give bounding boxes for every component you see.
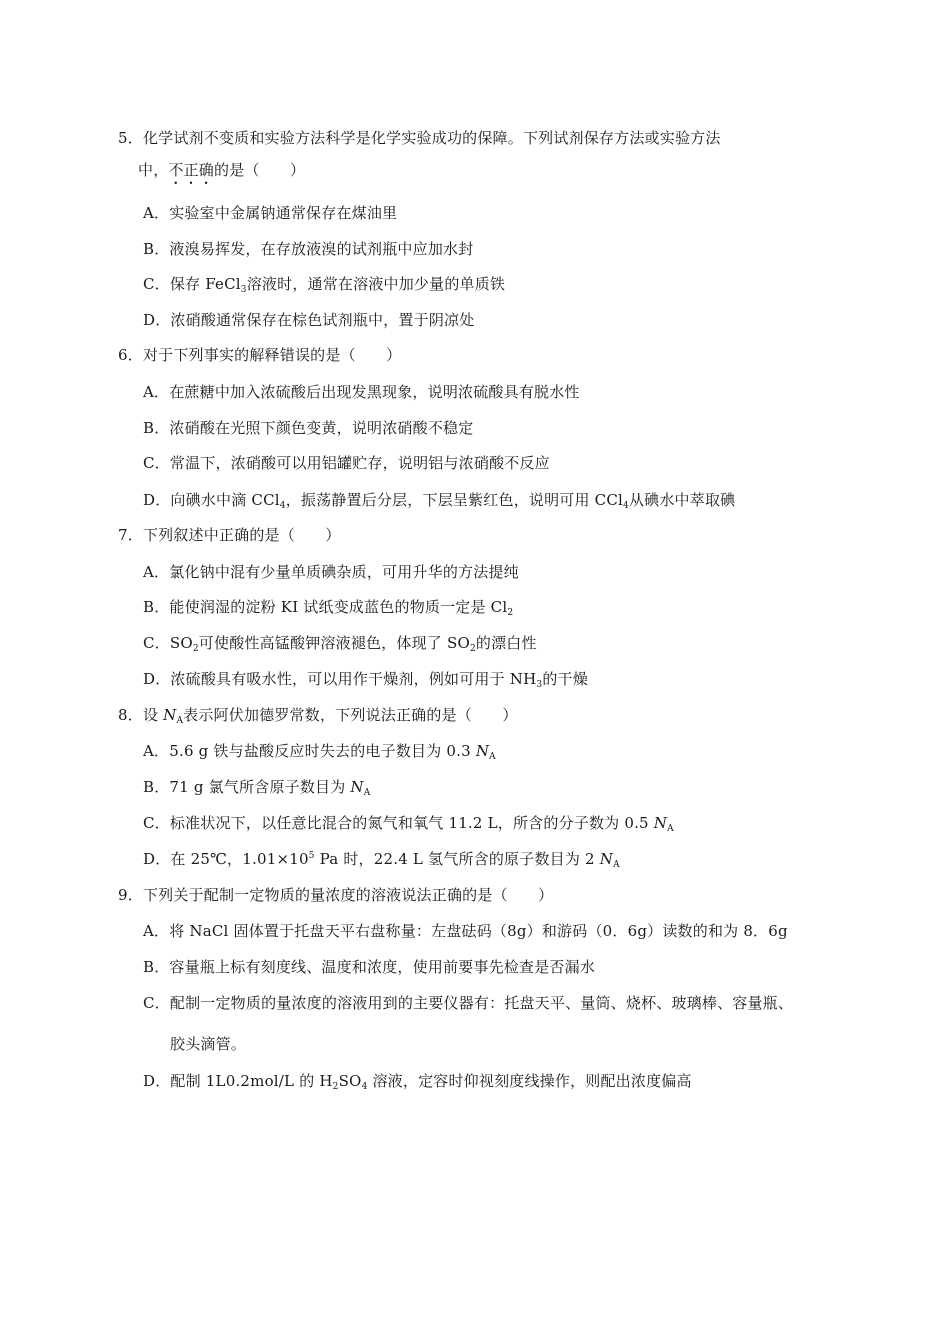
question-6-stem (118, 345, 401, 365)
option-5c: C．保存 FeCl$_3$溶液时，通常在溶液中加少量的单质铁 (143, 275, 506, 295)
question-9-stem (118, 885, 553, 905)
option-6a: A．在蔗糖中加入浓硫酸后出现发黑现象，说明浓硫酸具有脱水性 (143, 383, 580, 401)
option-9a: A．将 NaCl 固体置于托盘天平右盘称量：左盘砝码（8g）和游码（0．6g）读数的和为 8．6g (143, 922, 788, 940)
option-5d: D．浓硝酸通常保存在棕色试剂瓶中，置于阴凉处 (143, 311, 475, 329)
emphasis-text: 不正确 (168, 161, 215, 179)
option-9d: D．配制 1L0.2mol/L 的 $H_2SO_4$ 溶液，定容时仰视刻度线操作，则配出浓度偏高 (143, 1072, 692, 1092)
question-text: 下列关于配制一定物质的量浓度的溶液说法正确的是（ ） (142, 886, 554, 904)
option-8c: C．标准状况下，以任意比混合的氮气和氧气 11.2 L，所含的分子数为 0.5 $N_A$ (143, 814, 674, 834)
option-5b: B．液溴易挥发，在存放液溴的试剂瓶中应加水封 (143, 240, 474, 258)
option-6c: C．常温下，浓硝酸可以用铝罐贮存，说明铝与浓硝酸不反应 (143, 454, 550, 472)
question-5-stem (118, 128, 721, 148)
question-7-stem (118, 525, 341, 545)
option-6b: B．浓硝酸在光照下颜色变黄，说明浓硝酸不稳定 (143, 419, 474, 437)
question-text: 下列叙述中正确的是（ ） (142, 526, 341, 544)
option-7c: C．$SO_2$可使酸性高锰酸钾溶液褪色，体现了 $SO_2$的漂白性 (143, 634, 537, 654)
option-8b: B．71 g 氯气所含原子数目为 $N_A$ (143, 778, 371, 798)
question-number: 9． (118, 886, 143, 904)
option-9c-cont: 胶头滴管。 (170, 1035, 247, 1053)
question-text: 对于下列事实的解释错误的是（ ） (142, 346, 402, 364)
question-number: 6． (118, 346, 143, 364)
question-8-stem: 8．设 $N_A$表示阿伏加德罗常数，下列说法正确的是（ ） (118, 706, 518, 726)
question-number: 7． (118, 526, 143, 544)
option-8a: A．5.6 g 铁与盐酸反应时失去的电子数目为 0.3 $N_A$ (143, 742, 496, 762)
question-text: 化学试剂不变质和实验方法科学是化学实验成功的保障。下列试剂保存方法或实验方法 (142, 129, 721, 147)
option-7a: A．氯化钠中混有少量单质碘杂质，可用升华的方法提纯 (143, 563, 519, 581)
question-5-stem-cont: 中，不正确的是（ ） (138, 161, 306, 179)
option-7b: B．能使润湿的淀粉 KI 试纸变成蓝色的物质一定是 $Cl_2$ (143, 598, 514, 618)
option-7d: D．浓硫酸具有吸水性，可以用作干燥剂，例如可用于 $NH_3$的干燥 (143, 670, 588, 690)
option-9c: C．配制一定物质的量浓度的溶液用到的主要仪器有：托盘天平、量筒、烧杯、玻璃棒、容量瓶、 (143, 994, 794, 1012)
option-9b: B．容量瓶上标有刻度线、温度和浓度，使用前要事先检查是否漏水 (143, 958, 596, 976)
question-number: 5． (118, 129, 143, 147)
question-number: 8． (118, 706, 143, 724)
option-6d: D．向碘水中滴 CCl$_4$，振荡静置后分层，下层呈紫红色，说明可用 CCl$_4$从碘水中萃取碘 (143, 491, 736, 511)
option-5a: A．实验室中金属钠通常保存在煤油里 (143, 204, 398, 222)
option-8d: D．在 25℃，$1.01\times 10^5$ Pa 时，22.4 L 氢气所含的原子数目为 2 $N_A$ (143, 850, 620, 870)
